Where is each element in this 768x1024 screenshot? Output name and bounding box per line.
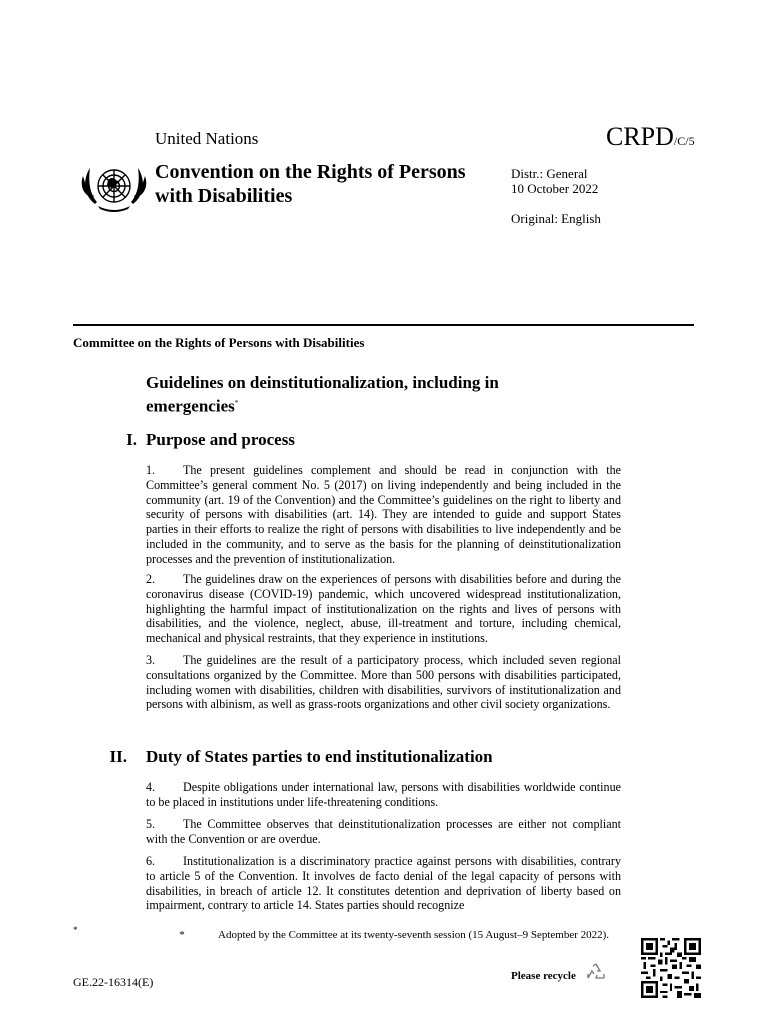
distribution-block [511, 166, 598, 196]
paragraph [146, 854, 621, 914]
footnote-rule-marker: * [73, 925, 78, 935]
un-emblem-icon [78, 160, 150, 216]
recycle-icon [585, 962, 607, 984]
convention-title: Convention on the Rights of Persons with Disabilities [155, 161, 466, 207]
section-number: I. [126, 430, 137, 449]
paragraph-number: 3. [146, 653, 156, 667]
footnote-marker: * [179, 929, 185, 941]
org-name: United Nations [155, 129, 259, 148]
paragraph [146, 572, 621, 646]
document-symbol [606, 122, 695, 152]
paragraph-text: The guidelines draw on the experiences of persons with disabilities before and during the coronavirus disease (COVID-19) pandemic, which uncovered widespread institutionalization, highlighting the harmful impact of institutionalization on the rights and lives of persons with disabilities, and the violence, neglect, abuse, ill-treatment and torture, including chemical, mechanical and physical restraints, that they experience in institutions. [146, 572, 621, 646]
paragraph [146, 817, 621, 847]
qr-code-icon [641, 938, 701, 998]
distribution: Distr.: General [511, 166, 588, 181]
section-number: II. [109, 747, 127, 766]
paragraph-number: 2. [146, 572, 156, 586]
section-title: Duty of States parties to end institutionalization [146, 747, 493, 766]
paragraph-text: Despite obligations under international law, persons with disabilities worldwide continue to be placed in institutions under life-threatening conditions. [146, 780, 621, 809]
footnote-reference: * [234, 399, 239, 407]
paragraph [146, 463, 621, 567]
paragraph [146, 653, 621, 712]
document-title-text: Guidelines on deinstitutionalization, including in emergencies [146, 373, 499, 416]
paragraph-number: 4. [146, 780, 156, 794]
paragraph-number: 6. [146, 854, 156, 868]
paragraph-number: 5. [146, 817, 156, 831]
committee-name: Committee on the Rights of Persons with Disabilities [73, 335, 365, 350]
document-date: 10 October 2022 [511, 181, 599, 196]
recycle-label: Please recycle [511, 970, 576, 982]
paragraph-text: The guidelines are the result of a participatory process, which included seven regional consultations organized by the Committee. More than 500 persons with disabilities participated, including women with disabilities, children with disabilities, survivors of institutionalization and persons with albinism, as well as grass-roots organizations and other civil society organizations. [146, 653, 621, 712]
symbol-suffix: /C/5 [673, 134, 695, 148]
paragraph [146, 780, 621, 810]
paragraph-text: The Committee observes that deinstitutionalization processes are either not compliant with the Convention or are overdue. [146, 817, 621, 846]
paragraph-number: 1. [146, 463, 156, 477]
symbol-main: CRPD [606, 122, 674, 151]
header-rule [73, 324, 694, 326]
paragraph-text: Institutionalization is a discriminatory practice against persons with disabilities, contrary to article 5 of the Convention. It involves de facto denial of the legal capacity of persons with disabilities, in breach of article 12. It constitutes detention and deprivation of liberty based on impairment, contrary to article 14. States parties should recognize [146, 854, 621, 913]
original-language: Original: English [511, 211, 601, 226]
document-code: GE.22-16314(E) [73, 975, 154, 989]
document-title [146, 372, 566, 417]
section-title: Purpose and process [146, 430, 295, 449]
footnote-text: Adopted by the Committee at its twenty-seventh session (15 August–9 September 2022). [218, 929, 610, 941]
footnote [146, 928, 621, 942]
paragraph-text: The present guidelines complement and should be read in conjunction with the Committee’s general comment No. 5 (2017) on living independently and being included in the community (art. 19 of the Convention) and the Committee’s guidelines on the right to liberty and security of persons with disabilities (art. 14). They are intended to guide and support States parties in their efforts to realize the right of persons with disabilities to live independently and be included in the community, and to serve as the basis for the planning of deinstitutionalization processes and the prevention of institutionalization. [146, 463, 621, 566]
